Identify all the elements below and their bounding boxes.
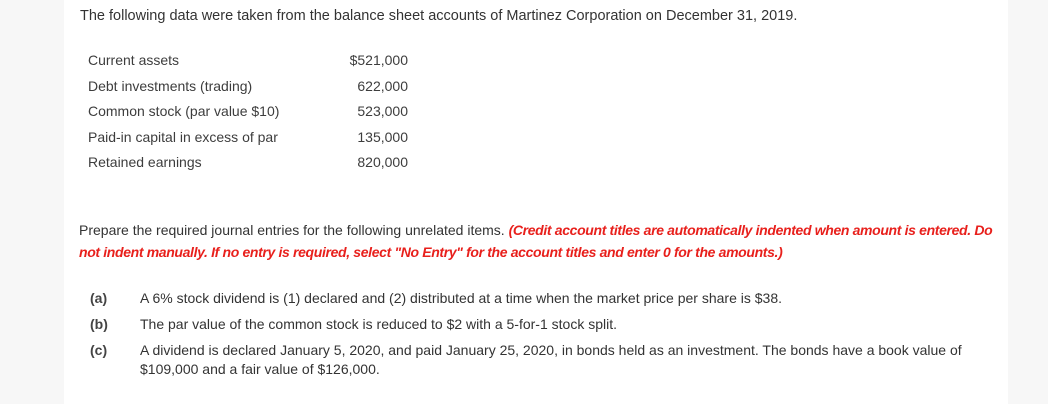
problem-panel: [64, 0, 1008, 404]
instructions-lead: Prepare the required journal entries for the following unrelated items.: [79, 222, 509, 238]
balance-amount: 820,000: [357, 154, 408, 170]
intro-text: The following data were taken from the balance sheet accounts of Martinez Corporation on December 31, 2019.: [80, 8, 798, 24]
items-list: [90, 289, 990, 386]
balance-label: Current assets: [88, 52, 180, 68]
balance-label: Paid-in capital in excess of par: [88, 128, 278, 145]
balance-row: [88, 125, 408, 151]
item-letter: (b): [90, 316, 108, 332]
balance-row: [88, 150, 408, 176]
balance-label: Debt investments (trading): [88, 77, 253, 94]
item-text: A dividend is declared January 5, 2020, and paid January 25, 2020, in bonds held as an investment. The bonds have a book value of $109,000 and a fair value of $126,000.: [140, 342, 962, 377]
list-item: [90, 315, 990, 334]
balance-amount: 523,000: [357, 103, 408, 119]
item-letter: (a): [90, 290, 108, 306]
balance-row: [88, 74, 408, 100]
balance-label: Retained earnings: [88, 154, 202, 170]
item-letter: (c): [90, 342, 108, 358]
instructions-paragraph: [79, 219, 1004, 263]
item-text: A 6% stock dividend is (1) declared and (2) distributed at a time when the market price per share is $38.: [140, 290, 782, 306]
balance-row: [88, 99, 408, 125]
instructions-note: (Credit account titles are automatically indented when amount is entered. Do not indent manually. If no entry is required, select "No Entry" for the account titles and enter 0 for the amounts.): [79, 222, 993, 260]
balance-amount: 622,000: [357, 77, 408, 94]
balance-table: [88, 48, 408, 176]
balance-amount: $521,000: [349, 52, 408, 68]
balance-amount: 135,000: [357, 128, 408, 145]
item-text: The par value of the common stock is reduced to $2 with a 5-for-1 stock split.: [140, 316, 617, 332]
balance-label: Common stock (par value $10): [88, 103, 280, 119]
list-item: [90, 341, 990, 379]
balance-row: [88, 48, 408, 74]
list-item: [90, 289, 990, 308]
